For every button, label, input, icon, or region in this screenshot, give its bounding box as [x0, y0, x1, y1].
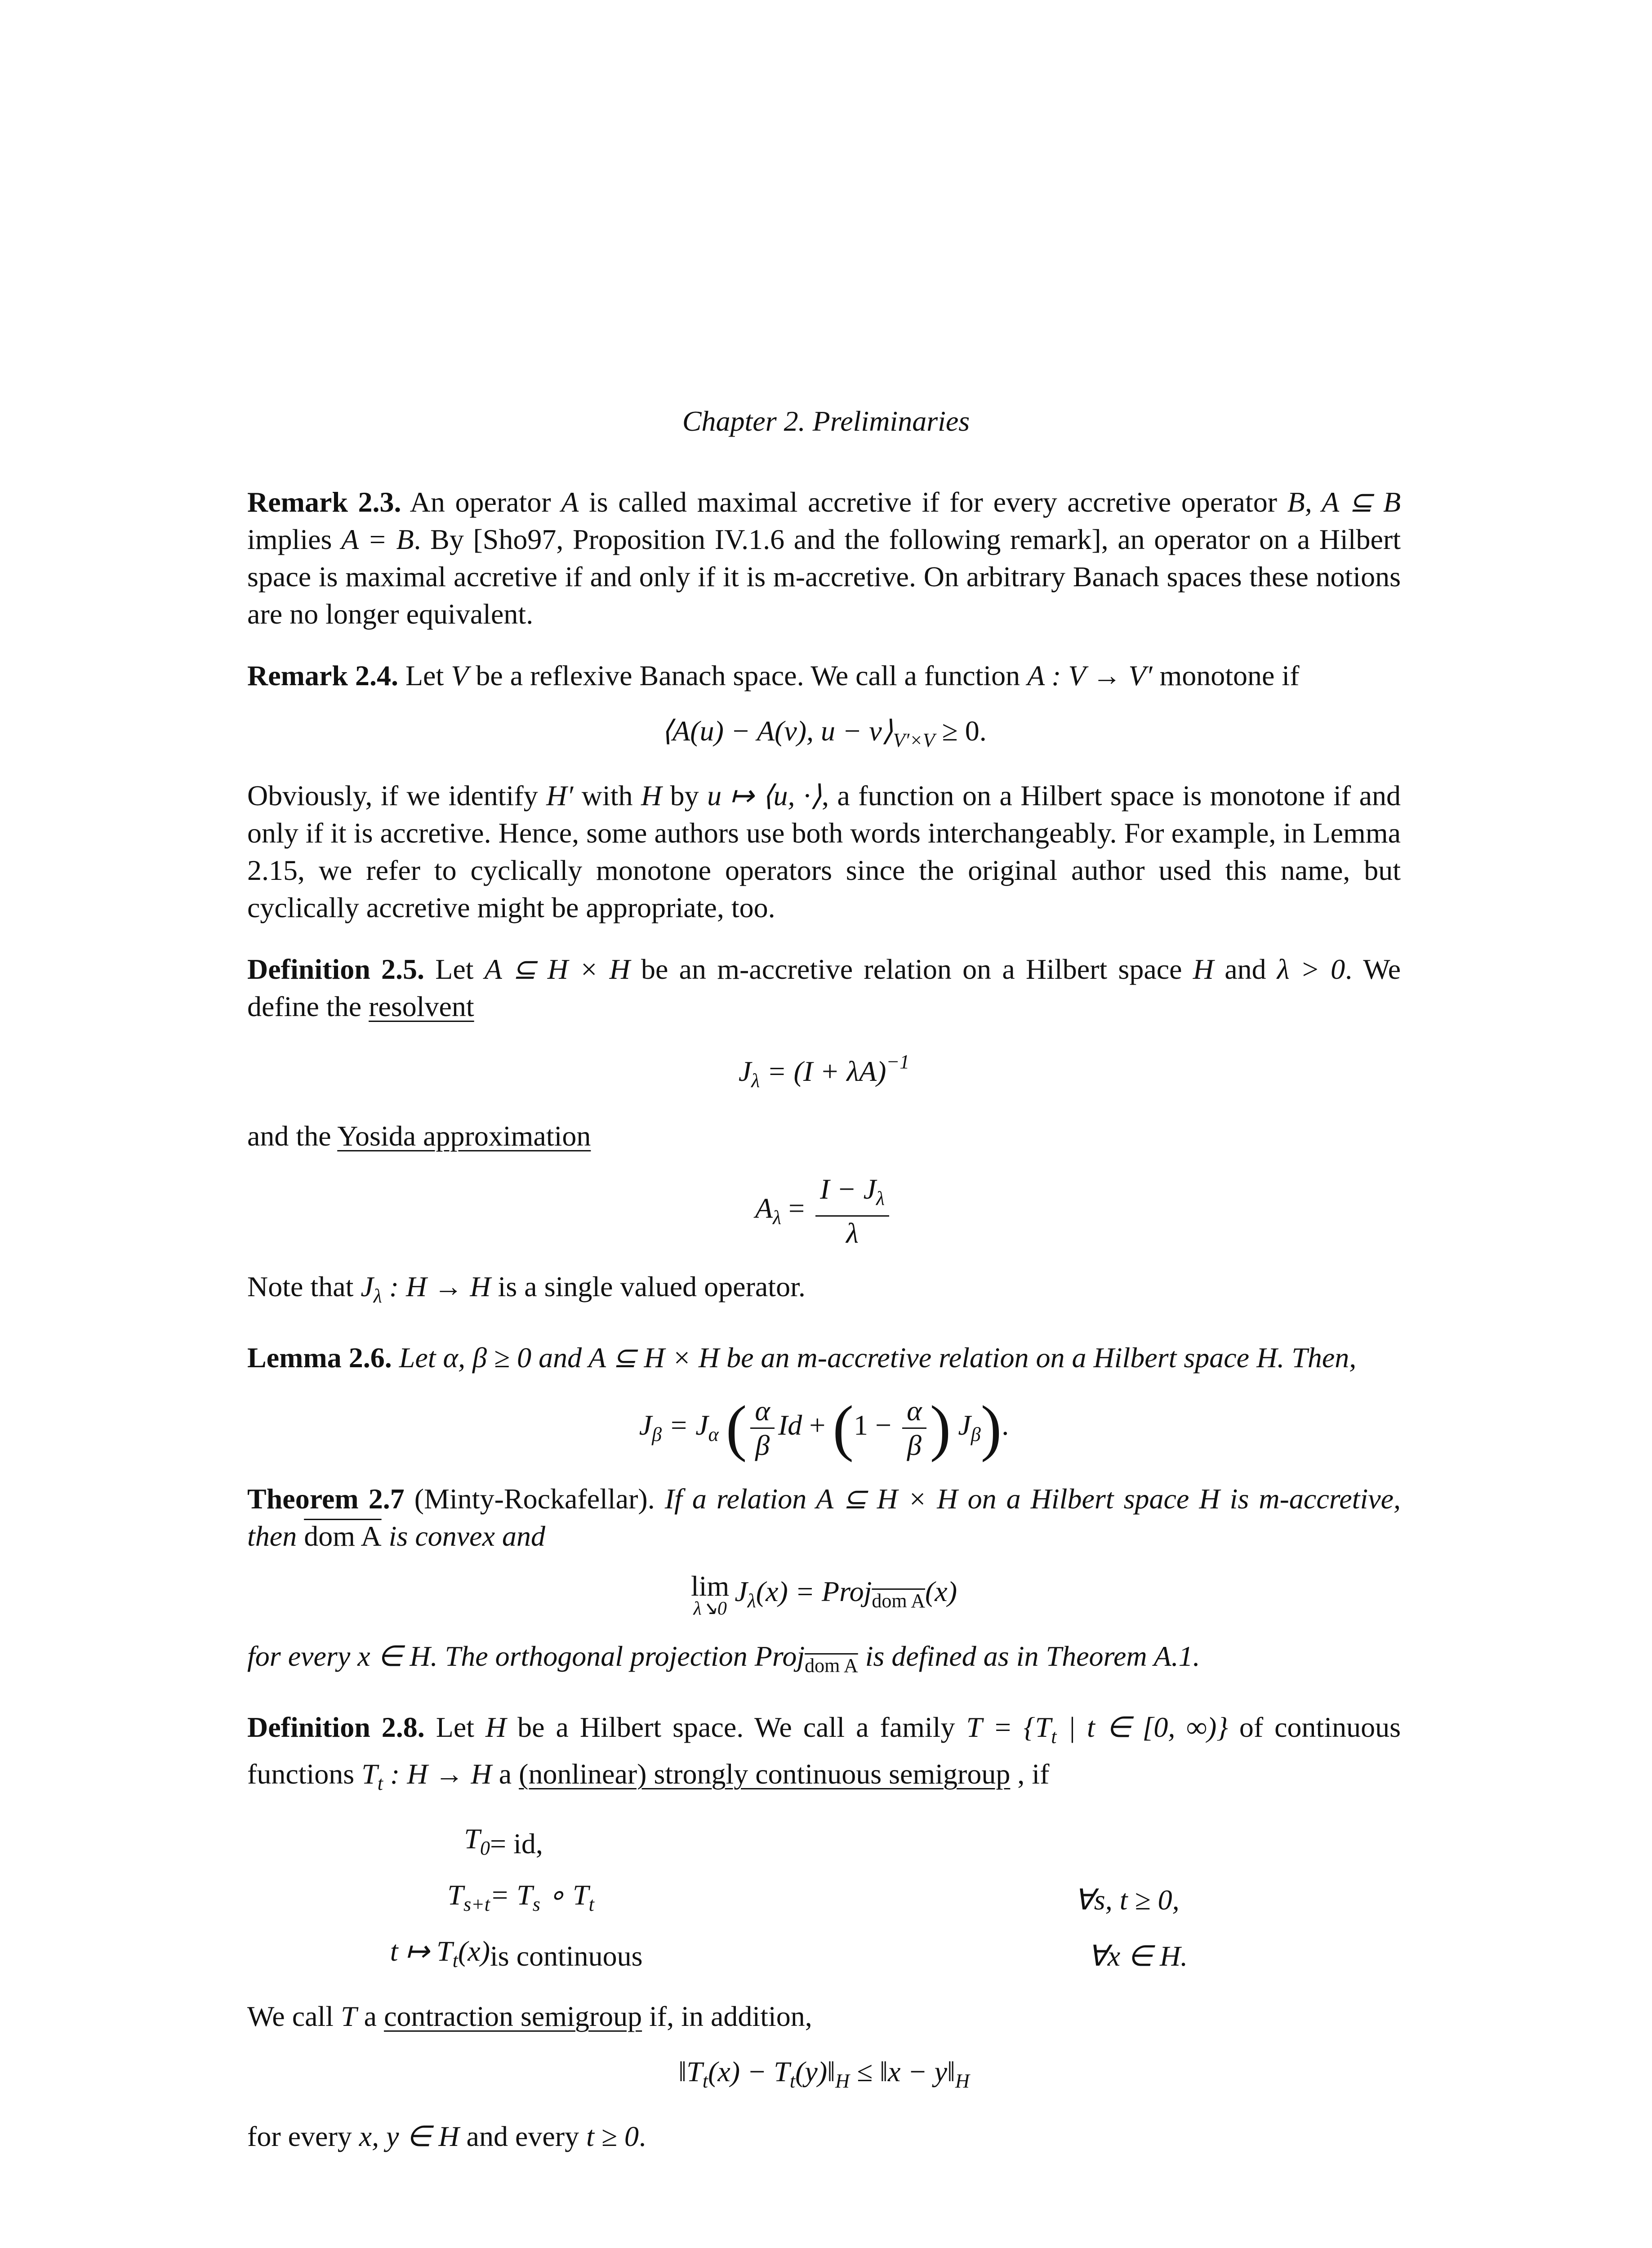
term-contraction-semigroup: contraction semigroup — [384, 2000, 642, 2032]
monotone-inequality: ⟨A(u) − A(v), $u - v⟩_{V'\times V} \ge 0$. — [661, 715, 987, 751]
remark-2-4-continued: Obviously, if we identify H′ with H by u ↦ ⟨u, ·⟩, a function on a Hilbert space is monotone if and only if it is accretive. Hence, some authors use both words interchangeably. For example, in Lemma 2.15, we refer to cyclically monotone operators since the original author used this name, but cyclically accretive might be appropriate, too. — [247, 780, 1401, 923]
remark-2-4: Remark 2.4. Let V be a reflexive Banach space. We call a function A : V → V′ monotone if — [247, 660, 1300, 691]
term-resolvent: resolvent — [369, 990, 474, 1022]
minty-limit-equation: lim λ↘0 $J_\lambda(x)$ = Proj$_{dom A}$(x) — [690, 1570, 957, 1619]
axiom-row: t ↦ $T_t(x)$ is continuous ∀x ∈ H. — [390, 1935, 1188, 1972]
definition-2-5: Definition 2.5. Let A ⊆ H × H be an m-accretive relation on a Hilbert space H and λ > 0. We define the resolvent — [247, 953, 1401, 1022]
definition-2-8: Definition 2.8. Let H be a Hilbert space. We call a family $T = \{T_t$ | t ∈ [0, ∞)} of continuous functions $T_t$ : H → H a (nonlinear) strongly continuous semigroup , if — [247, 1711, 1401, 1794]
theorem-2-7-continued: for every x ∈ H. The orthogonal projection Proj$_{dom A}$ is defined as in Theorem A.1. — [247, 1640, 1200, 1677]
theorem-label: Theorem 2.7 — [247, 1483, 405, 1515]
definition-label: Definition 2.8. — [247, 1711, 425, 1743]
remark-label: Remark 2.3. — [247, 486, 401, 518]
remark-label: Remark 2.4. — [247, 660, 398, 691]
remark-2-3: Remark 2.3. An operator A is called maximal accretive if for every accretive operator B, A ⊆ B implies A = B. By [Sho97, Proposition IV.1.6 and the following remark], an operator on a Hilbert space is maximal accretive if and only if it is m-accretive. On arbitrary Banach spaces these notions are no longer equivalent. — [247, 486, 1401, 630]
theorem-2-7: Theorem 2.7 (Minty-Rockafellar). If a relation A ⊆ H × H on a Hilbert space H is m-accretive, then dom A is convex and — [247, 1483, 1401, 1552]
term-strongly-continuous-semigroup: (nonlinear) strongly continuous semigroup — [519, 1758, 1011, 1790]
page-body — [247, 483, 1401, 2179]
yosida-intro: and the Yosida approximation — [247, 1120, 591, 1152]
resolvent-note: Note that $J_\lambda$ : H → H is a single valued operator. — [247, 1271, 806, 1307]
contraction-intro: We call T a contraction semigroup if, in addition, — [247, 2000, 812, 2032]
contraction-inequality: $‖T_t(x)$ − $T_t(y)‖_H$ ≤ ‖x − $y‖_H$ — [678, 2056, 970, 2092]
term-yosida-approximation: Yosida approximation — [337, 1120, 591, 1152]
semigroup-axioms — [247, 1815, 1209, 1984]
lemma-label: Lemma 2.6. — [247, 1342, 392, 1374]
theorem-name: (Minty-Rockafellar). — [414, 1483, 655, 1515]
axiom-row: $T_0$ = id, — [464, 1823, 543, 1860]
running-header: Chapter 2. Preliminaries — [682, 405, 970, 437]
resolvent-identity: $J_\beta = J_\alpha$ ( $\frac{\alpha}{\beta}$ Id + (1 − $\frac{\alpha}{\beta}$ ) $J_\beta$). — [639, 1393, 1009, 1463]
resolvent-equation: $J_\lambda = (I + \lambda A)^{-1}$ — [738, 1051, 910, 1092]
axiom-row: $T_{s+t}$ = $T_s$ ∘ $T_t$ ∀s, t ≥ 0, — [447, 1879, 1180, 1916]
contraction-closing: for every x, y ∈ H and every t ≥ 0. — [247, 2120, 646, 2152]
definition-label: Definition 2.5. — [247, 953, 424, 985]
yosida-equation: $A_\lambda$ = $\frac{I - J_\lambda}{\lambda}$ — [247, 1173, 1401, 1250]
yosida-fraction: $\frac{I - J_\lambda}{\lambda}$ — [815, 1173, 889, 1250]
lemma-2-6: Lemma 2.6. Let α, β ≥ 0 and A ⊆ H × H be an m-accretive relation on a Hilbert space H. Then, — [247, 1342, 1357, 1374]
